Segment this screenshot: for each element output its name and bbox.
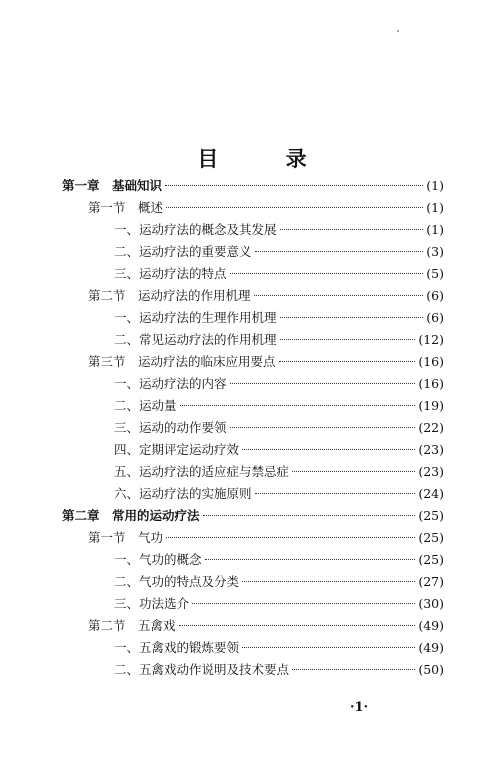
dot-leader bbox=[280, 229, 424, 230]
toc-page-number: (23) bbox=[418, 464, 444, 479]
toc-page-number: (1) bbox=[426, 178, 444, 193]
toc-entry-item[interactable] bbox=[114, 483, 444, 505]
toc-entry-label: 三、功法选介 bbox=[114, 596, 190, 611]
dot-leader bbox=[242, 581, 415, 582]
toc-entry-label: 二、运动量 bbox=[114, 398, 177, 413]
toc-page-number: (16) bbox=[418, 376, 444, 391]
toc-page-number: (22) bbox=[418, 420, 444, 435]
toc-entry-label: 第一节 气功 bbox=[88, 530, 164, 545]
toc-entry-item[interactable] bbox=[114, 439, 444, 461]
toc-entry-item[interactable] bbox=[114, 593, 444, 615]
page-number-footer: ·1· bbox=[350, 700, 369, 715]
toc-page-number: (27) bbox=[418, 574, 444, 589]
toc-entry-item[interactable] bbox=[114, 461, 444, 483]
dot-leader bbox=[203, 515, 416, 516]
toc-entry-label: 五、运动疗法的适应症与禁忌症 bbox=[114, 464, 290, 479]
toc-entry-section[interactable] bbox=[88, 615, 444, 637]
dot-leader bbox=[166, 537, 415, 538]
toc-page-number: (5) bbox=[426, 266, 444, 281]
toc-entry-label: 第一章 基础知识 bbox=[62, 178, 163, 193]
toc-entry-label: 四、定期评定运动疗效 bbox=[114, 442, 240, 457]
toc-entry-item[interactable] bbox=[114, 329, 444, 351]
toc-entry-section[interactable] bbox=[88, 197, 444, 219]
toc-entry-chapter-1[interactable] bbox=[62, 175, 444, 197]
scan-speck bbox=[397, 30, 399, 32]
toc-page-number: (50) bbox=[418, 662, 444, 677]
toc-entry-label: 一、运动疗法的概念及其发展 bbox=[114, 222, 277, 237]
dot-leader bbox=[192, 603, 415, 604]
toc-entry-item[interactable] bbox=[114, 549, 444, 571]
dot-leader bbox=[230, 273, 424, 274]
toc-entry-item[interactable] bbox=[114, 395, 444, 417]
toc-entry-label: 二、运动疗法的重要意义 bbox=[114, 244, 252, 259]
toc-page-number: (3) bbox=[426, 244, 444, 259]
toc-page-number: (25) bbox=[418, 530, 444, 545]
toc-entry-item[interactable] bbox=[114, 241, 444, 263]
toc-page-number: (16) bbox=[418, 354, 444, 369]
page-title: 目 录 bbox=[197, 146, 337, 171]
toc-page-number: (1) bbox=[426, 200, 444, 215]
toc-page-number: (19) bbox=[418, 398, 444, 413]
toc-entry-label: 二、五禽戏动作说明及技术要点 bbox=[114, 662, 290, 677]
toc-entry-item[interactable] bbox=[114, 219, 444, 241]
toc-entry-label: 二、气功的特点及分类 bbox=[114, 574, 240, 589]
dot-leader bbox=[242, 647, 415, 648]
toc-entry-item[interactable] bbox=[114, 373, 444, 395]
dot-leader bbox=[165, 185, 423, 186]
toc-page-number: (6) bbox=[426, 310, 444, 325]
toc-page-number: (49) bbox=[418, 618, 444, 633]
toc-page-number: (12) bbox=[418, 332, 444, 347]
toc-entry-label: 第二节 五禽戏 bbox=[88, 618, 176, 633]
toc-entry-label: 一、运动疗法的生理作用机理 bbox=[114, 310, 277, 325]
dot-leader bbox=[292, 669, 415, 670]
dot-leader bbox=[255, 493, 416, 494]
toc-entry-label: 第二节 运动疗法的作用机理 bbox=[88, 288, 251, 303]
toc-page-number: (25) bbox=[418, 508, 444, 523]
toc-entry-label: 第一节 概述 bbox=[88, 200, 164, 215]
toc-entry-section[interactable] bbox=[88, 351, 444, 373]
toc-page-number: (23) bbox=[418, 442, 444, 457]
toc-entry-item[interactable] bbox=[114, 659, 444, 681]
toc-page-number: (25) bbox=[418, 552, 444, 567]
toc-page-number: (24) bbox=[418, 486, 444, 501]
toc-entry-label: 第二章 常用的运动疗法 bbox=[62, 508, 200, 523]
toc-entry-label: 第三节 运动疗法的临床应用要点 bbox=[88, 354, 276, 369]
toc-entry-label: 三、运动的动作要领 bbox=[114, 420, 227, 435]
toc-page-number: (1) bbox=[426, 222, 444, 237]
dot-leader bbox=[180, 405, 416, 406]
toc-entry-item[interactable] bbox=[114, 307, 444, 329]
toc-entry-label: 六、运动疗法的实施原则 bbox=[114, 486, 252, 501]
toc-entry-item[interactable] bbox=[114, 263, 444, 285]
toc-entry-label: 一、五禽戏的锻炼要领 bbox=[114, 640, 240, 655]
dot-leader bbox=[205, 559, 416, 560]
toc-entry-label: 二、常见运动疗法的作用机理 bbox=[114, 332, 277, 347]
toc-entry-item[interactable] bbox=[114, 637, 444, 659]
dot-leader bbox=[242, 449, 415, 450]
dot-leader bbox=[166, 207, 423, 208]
toc-entry-chapter-2[interactable] bbox=[62, 505, 444, 527]
dot-leader bbox=[255, 251, 424, 252]
toc-page-number: (30) bbox=[418, 596, 444, 611]
toc-entry-label: 一、运动疗法的内容 bbox=[114, 376, 227, 391]
dot-leader bbox=[179, 625, 416, 626]
toc-entry-section[interactable] bbox=[88, 285, 444, 307]
toc-entry-label: 三、运动疗法的特点 bbox=[114, 266, 227, 281]
dot-leader bbox=[280, 317, 424, 318]
toc-entry-item[interactable] bbox=[114, 571, 444, 593]
dot-leader bbox=[254, 295, 424, 296]
toc-page-number: (49) bbox=[418, 640, 444, 655]
toc-page-number: (6) bbox=[426, 288, 444, 303]
dot-leader bbox=[292, 471, 415, 472]
dot-leader bbox=[279, 361, 416, 362]
toc-entry-section[interactable] bbox=[88, 527, 444, 549]
dot-leader bbox=[230, 427, 416, 428]
toc-entry-label: 一、气功的概念 bbox=[114, 552, 202, 567]
dot-leader bbox=[280, 339, 416, 340]
dot-leader bbox=[230, 383, 416, 384]
toc-entry-item[interactable] bbox=[114, 417, 444, 439]
